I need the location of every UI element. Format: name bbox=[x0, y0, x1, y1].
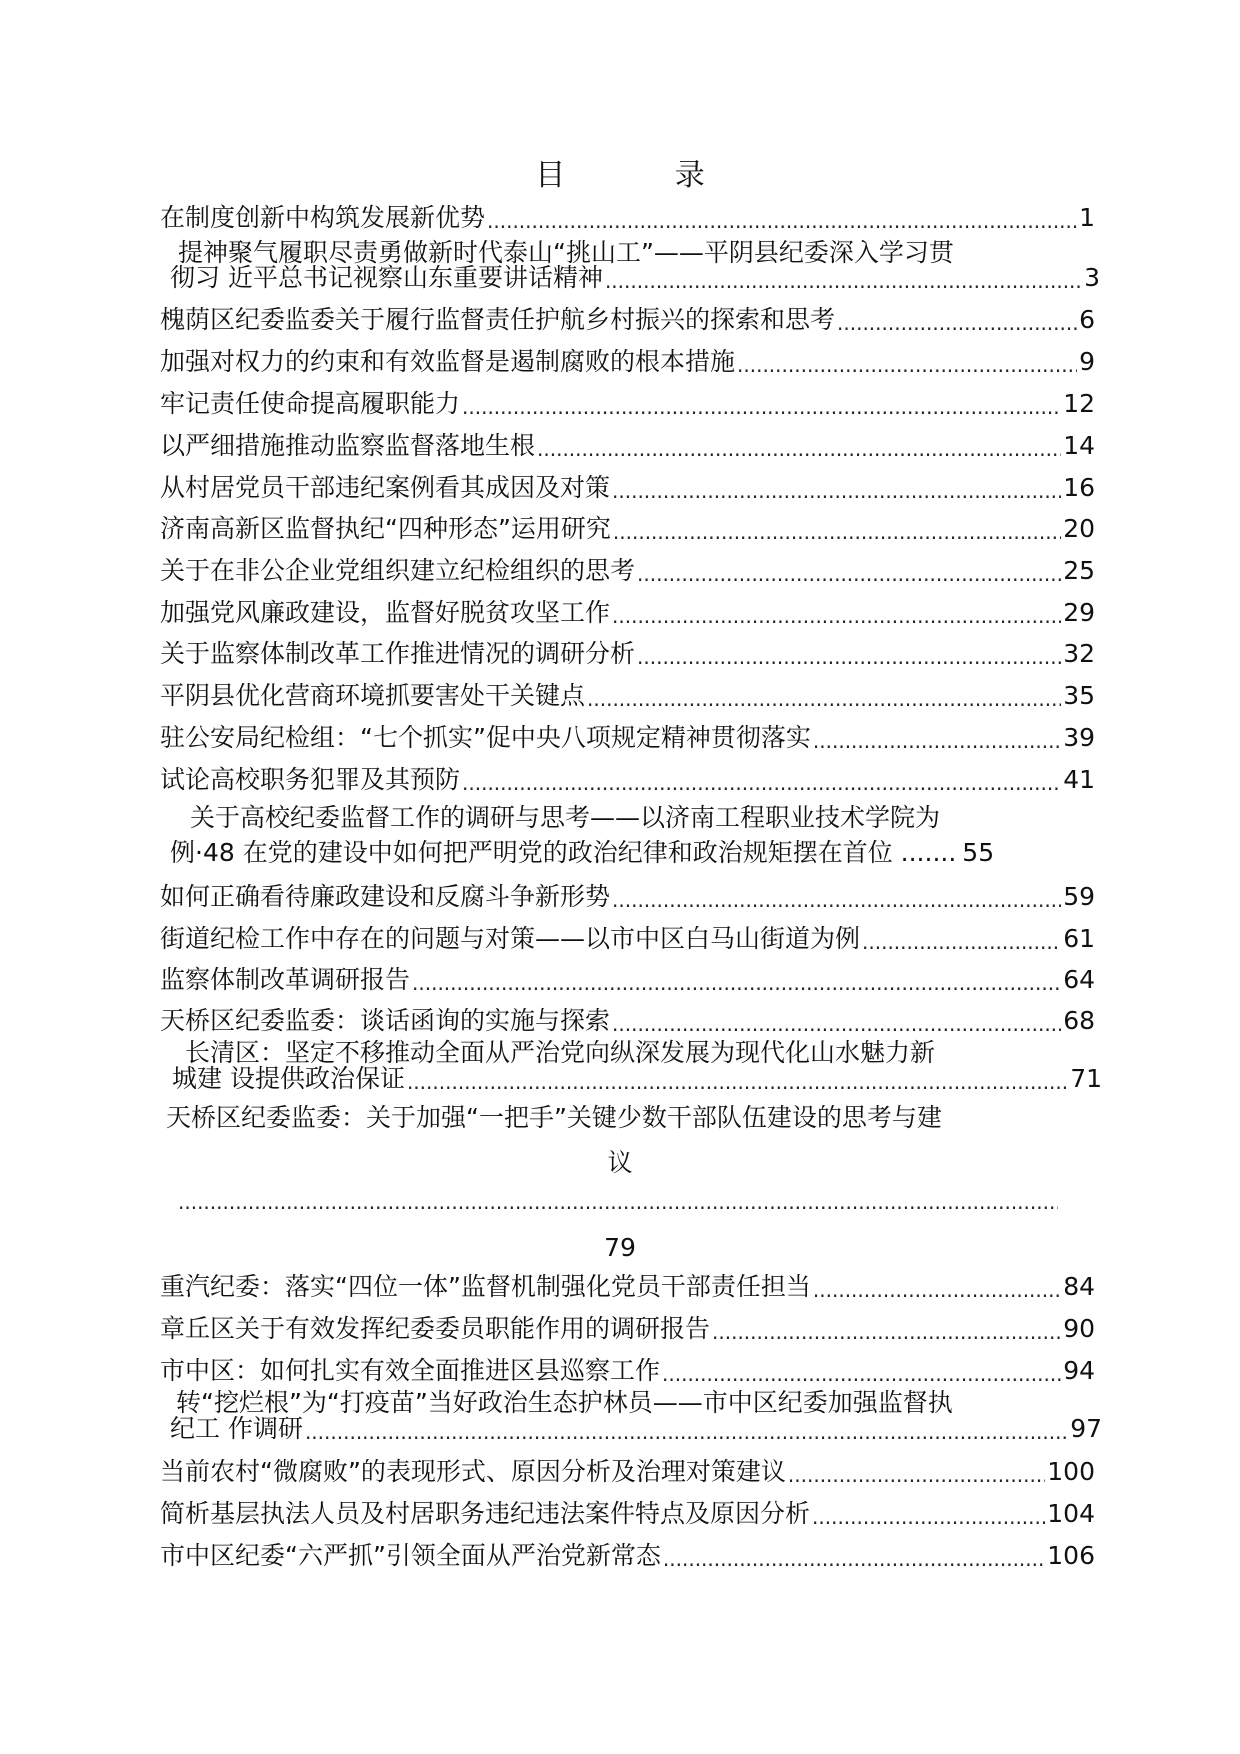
entry-title: 市中区：如何扎实有效全面推进区县巡察工作 bbox=[160, 1356, 661, 1385]
entry-page: 14 bbox=[1063, 431, 1095, 460]
entry-title-line2: 纪工 作调研 bbox=[170, 1414, 303, 1443]
entry-title: 济南高新区监督执纪“四种形态”运用研究 bbox=[160, 514, 611, 543]
dot-leader bbox=[613, 519, 1061, 545]
entry-title-line1[interactable]: 提神聚气履职尽责勇做新时代泰山“挑山工”——平阴县纪委深入学习贯 bbox=[178, 238, 954, 267]
entry-title: 章丘区关于有效发挥纪委委员职能作用的调研报告 bbox=[160, 1314, 711, 1343]
entry-page: 9 bbox=[1079, 347, 1095, 376]
entry-title: 试论高校职务犯罪及其预防 bbox=[160, 765, 461, 794]
dot-leader bbox=[612, 887, 1061, 913]
entry-title: 以严细措施推动监察监督落地生根 bbox=[160, 431, 536, 460]
dot-leader bbox=[462, 770, 1061, 796]
entry-title: 当前农村“微腐败”的表现形式、原因分析及治理对策建议 bbox=[160, 1457, 786, 1486]
entry-page: 97 bbox=[1070, 1414, 1102, 1443]
entry-page: 90 bbox=[1063, 1314, 1095, 1343]
toc-entry[interactable] bbox=[160, 634, 1095, 670]
entry-title: 牢记责任使命提高履职能力 bbox=[160, 389, 461, 418]
toc-entry[interactable] bbox=[160, 1267, 1095, 1303]
toc-entry[interactable] bbox=[160, 384, 1095, 420]
toc-entry[interactable] bbox=[170, 833, 1105, 869]
entry-page: 3 bbox=[1084, 263, 1100, 292]
toc-entry[interactable] bbox=[160, 718, 1095, 754]
toc-entry[interactable] bbox=[160, 509, 1095, 545]
entry-title-line1[interactable]: 关于高校纪委监督工作的调研与思考——以济南工程职业技术学院为 bbox=[190, 803, 941, 832]
entry-title: 关于监察体制改革工作推进情况的调研分析 bbox=[160, 639, 636, 668]
entry-title: 从村居党员干部违纪案例看其成因及对策 bbox=[160, 473, 611, 502]
entry-page: 79 bbox=[604, 1233, 636, 1262]
entry-page: 16 bbox=[1063, 473, 1095, 502]
entry-title: 加强对权力的约束和有效监督是遏制腐败的根本措施 bbox=[160, 347, 736, 376]
dot-leader bbox=[612, 478, 1061, 504]
entry-title-line1[interactable]: 转“挖烂根”为“打疫苗”当好政治生态护林员——市中区纪委加强监督执 bbox=[176, 1388, 953, 1417]
toc-entry[interactable] bbox=[160, 1001, 1095, 1037]
entry-title: 重汽纪委：落实“四位一体”监督机制强化党员干部责任担当 bbox=[160, 1272, 811, 1301]
entry-page: 29 bbox=[1063, 598, 1095, 627]
dot-leader bbox=[813, 728, 1061, 754]
entry-title-line2: 议 bbox=[607, 1148, 633, 1177]
entry-title: 驻公安局纪检组：“七个抓实”促中央八项规定精神贯彻落实 bbox=[160, 723, 811, 752]
dot-leader bbox=[812, 1504, 1045, 1530]
dot-leader bbox=[662, 1361, 1061, 1387]
dot-leader bbox=[612, 1011, 1061, 1037]
entry-page: 59 bbox=[1063, 882, 1095, 911]
entry-page: 20 bbox=[1063, 514, 1095, 543]
toc-entry[interactable] bbox=[160, 1351, 1095, 1387]
dot-leader bbox=[412, 970, 1061, 996]
dot-leader bbox=[837, 310, 1077, 336]
toc-entry[interactable] bbox=[160, 676, 1095, 712]
toc-entry[interactable] bbox=[160, 1536, 1095, 1572]
toc-entry[interactable] bbox=[160, 1494, 1095, 1530]
entry-page: 1 bbox=[1079, 203, 1095, 232]
entry-page: 104 bbox=[1047, 1499, 1095, 1528]
toc-entry[interactable] bbox=[160, 919, 1095, 955]
entry-page: 35 bbox=[1063, 681, 1095, 710]
toc-entry[interactable] bbox=[170, 1409, 1102, 1445]
toc-entry[interactable] bbox=[160, 1309, 1095, 1345]
dot-leader bbox=[637, 561, 1061, 587]
entry-title: 加强党风廉政建设，监督好脱贫攻坚工作 bbox=[160, 598, 611, 627]
entry-page: 100 bbox=[1047, 1457, 1095, 1486]
toc-entry[interactable] bbox=[172, 1059, 1102, 1095]
toc-entry[interactable] bbox=[160, 426, 1095, 462]
entry-title-line1[interactable]: 天桥区纪委监委：关于加强“一把手”关键少数干部队伍建设的思考与建 bbox=[166, 1103, 942, 1132]
dot-leader bbox=[813, 1277, 1061, 1303]
dot-leader bbox=[712, 1319, 1061, 1345]
toc-entry[interactable] bbox=[160, 593, 1095, 629]
dot-leader bbox=[737, 352, 1077, 378]
entry-page: 6 bbox=[1079, 305, 1095, 334]
entry-page: 32 bbox=[1063, 639, 1095, 668]
dot-leader bbox=[407, 1069, 1068, 1095]
dot-leader bbox=[462, 394, 1061, 420]
entry-title: 街道纪检工作中存在的问题与对策——以市中区白马山街道为例 bbox=[160, 924, 861, 953]
toc-entry[interactable] bbox=[160, 198, 1095, 234]
dot-leader bbox=[637, 644, 1061, 670]
entry-page: 12 bbox=[1063, 389, 1095, 418]
toc-entry[interactable] bbox=[160, 342, 1095, 378]
entry-page: 25 bbox=[1063, 556, 1095, 585]
dot-leader bbox=[605, 268, 1082, 294]
dot-leader bbox=[178, 1190, 1058, 1214]
dot-leader bbox=[587, 686, 1061, 712]
entry-page: 55 bbox=[962, 838, 995, 867]
entry-title: 关于在非公企业党组织建立纪检组织的思考 bbox=[160, 556, 636, 585]
dot-leader bbox=[537, 436, 1061, 462]
dot-leader bbox=[487, 208, 1077, 234]
entry-title: 在制度创新中构筑发展新优势 bbox=[160, 203, 486, 232]
toc-entry[interactable] bbox=[170, 258, 1100, 294]
toc-entry[interactable] bbox=[160, 300, 1095, 336]
entry-title: 平阴县优化营商环境抓要害处干关键点 bbox=[160, 681, 586, 710]
entry-title: 简析基层执法人员及村居职务违纪违法案件特点及原因分析 bbox=[160, 1499, 811, 1528]
entry-title: 天桥区纪委监委：谈话函询的实施与探索 bbox=[160, 1006, 611, 1035]
entry-page: 94 bbox=[1063, 1356, 1095, 1385]
entry-title-line2: 例·48 在党的建设中如何把严明党的政治纪律和政治规矩摆在首位 ....... bbox=[170, 838, 957, 867]
entry-title: 如何正确看待廉政建设和反腐斗争新形势 bbox=[160, 882, 611, 911]
entry-page: 41 bbox=[1063, 765, 1095, 794]
dot-leader bbox=[663, 1546, 1045, 1572]
entry-title: 市中区纪委“六严抓”引领全面从严治党新常态 bbox=[160, 1541, 661, 1570]
dot-leader bbox=[862, 929, 1061, 955]
entry-title: 槐荫区纪委监委关于履行监督责任护航乡村振兴的探索和思考 bbox=[160, 305, 836, 334]
dot-leader bbox=[612, 603, 1061, 629]
entry-title: 监察体制改革调研报告 bbox=[160, 965, 411, 994]
toc-entry[interactable] bbox=[160, 551, 1095, 587]
entry-page: 84 bbox=[1063, 1272, 1095, 1301]
toc-entry[interactable] bbox=[160, 1452, 1095, 1488]
toc-entry[interactable] bbox=[160, 960, 1095, 996]
entry-title-line2: 城建 设提供政治保证 bbox=[172, 1064, 405, 1093]
entry-page: 68 bbox=[1063, 1006, 1095, 1035]
entry-page: 71 bbox=[1070, 1064, 1102, 1093]
dot-leader bbox=[305, 1419, 1068, 1445]
page-title: 目 录 bbox=[535, 158, 755, 193]
toc-entry[interactable] bbox=[160, 760, 1095, 796]
entry-page: 61 bbox=[1063, 924, 1095, 953]
entry-title-line2: 彻习 近平总书记视察山东重要讲话精神 bbox=[170, 263, 603, 292]
entry-page: 39 bbox=[1063, 723, 1095, 752]
dot-leader bbox=[788, 1462, 1045, 1488]
entry-title-line1[interactable]: 长清区：坚定不移推动全面从严治党向纵深发展为现代化山水魅力新 bbox=[185, 1038, 936, 1067]
toc-entry[interactable] bbox=[160, 877, 1095, 913]
entry-page: 64 bbox=[1063, 965, 1095, 994]
entry-page: 106 bbox=[1047, 1541, 1095, 1570]
toc-entry[interactable] bbox=[160, 468, 1095, 504]
